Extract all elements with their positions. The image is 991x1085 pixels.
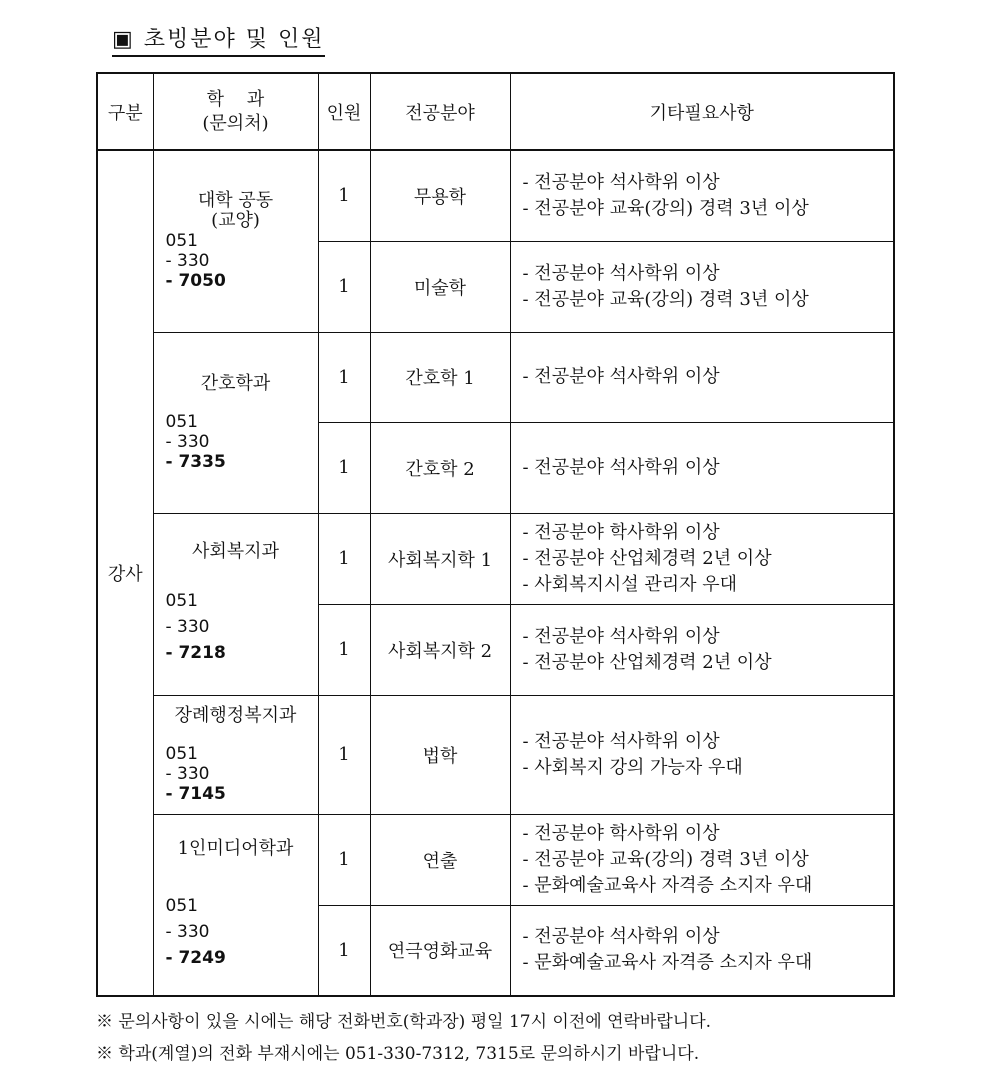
header-count: 인원 — [318, 73, 370, 150]
footnotes — [96, 1006, 711, 1070]
phone-part: - 330 — [165, 431, 210, 452]
count-cell: 1 — [318, 241, 370, 332]
header-category: 구분 — [97, 73, 153, 150]
requirements-cell — [510, 241, 894, 332]
count-cell: 1 — [318, 332, 370, 422]
footnote: ※ 학과(계열)의 전화 부재시에는 051-330-7312, 7315로 문의하시기 바랍니다. — [96, 1044, 700, 1064]
field-cell: 미술학 — [370, 241, 510, 332]
requirements-cell — [510, 814, 894, 905]
field-cell: 사회복지학 2 — [370, 604, 510, 695]
phone-part: - 330 — [165, 617, 210, 637]
phone-part: 051 — [165, 411, 198, 432]
department-subname: (교양) — [211, 210, 260, 232]
department-name: 1인미디어학과 — [177, 837, 294, 859]
phone-part: 051 — [165, 231, 198, 252]
department-phone — [154, 412, 318, 472]
table-row — [97, 814, 894, 905]
requirement-item: - 전공분야 석사학위 이상 — [522, 625, 720, 647]
department-name: 장례행정복지과 — [174, 704, 297, 726]
department-phone — [154, 588, 318, 666]
requirement-item: - 전공분야 석사학위 이상 — [522, 171, 720, 193]
table-header-row — [97, 73, 894, 150]
field-cell: 간호학 1 — [370, 332, 510, 422]
requirement-item: - 전공분야 교육(강의) 경력 3년 이상 — [522, 197, 809, 219]
requirement-item: - 전공분야 교육(강의) 경력 3년 이상 — [522, 848, 809, 870]
phone-part: - 330 — [165, 763, 210, 784]
requirements-cell — [510, 422, 894, 513]
requirements-cell — [510, 604, 894, 695]
header-department-line2: (문의처) — [202, 112, 269, 134]
requirement-item: - 전공분야 석사학위 이상 — [522, 926, 720, 948]
department-phone — [154, 231, 318, 291]
requirement-item: - 문화예술교육사 자격증 소지자 우대 — [522, 874, 813, 896]
phone-part: - 7335 — [165, 451, 226, 472]
header-requirements: 기타필요사항 — [510, 73, 894, 150]
phone-part: 051 — [165, 591, 198, 611]
field-cell: 사회복지학 1 — [370, 513, 510, 604]
requirement-item: - 전공분야 교육(강의) 경력 3년 이상 — [522, 288, 809, 310]
phone-part: 051 — [165, 895, 198, 916]
department-cell — [153, 150, 318, 332]
field-cell: 법학 — [370, 695, 510, 814]
category-cell: 강사 — [97, 150, 153, 996]
field-cell: 연극영화교육 — [370, 905, 510, 996]
requirement-item: - 문화예술교육사 자격증 소지자 우대 — [522, 952, 813, 974]
requirements-cell — [510, 513, 894, 604]
requirement-item: - 사회복지 강의 가능자 우대 — [522, 756, 743, 778]
table-row — [97, 150, 894, 241]
field-cell: 연출 — [370, 814, 510, 905]
phone-part: - 330 — [165, 921, 210, 942]
phone-part: - 7145 — [165, 783, 226, 804]
count-cell: 1 — [318, 604, 370, 695]
count-cell: 1 — [318, 513, 370, 604]
phone-part: - 7249 — [165, 947, 226, 968]
department-cell — [153, 332, 318, 513]
requirements-cell — [510, 905, 894, 996]
header-field: 전공분야 — [370, 73, 510, 150]
count-cell: 1 — [318, 695, 370, 814]
count-cell: 1 — [318, 905, 370, 996]
page-title: ▣ 초빙분야 및 인원 — [112, 26, 325, 57]
phone-part: - 7218 — [165, 643, 226, 663]
phone-part: - 7050 — [165, 271, 226, 292]
department-phone — [154, 744, 318, 804]
requirements-cell — [510, 150, 894, 241]
department-cell — [153, 513, 318, 695]
phone-part: 051 — [165, 743, 198, 764]
table-row — [97, 332, 894, 422]
department-name: 사회복지과 — [192, 541, 279, 562]
requirement-item: - 전공분야 학사학위 이상 — [522, 521, 720, 543]
field-cell: 무용학 — [370, 150, 510, 241]
requirement-item: - 전공분야 석사학위 이상 — [522, 456, 720, 478]
header-department-line1: 학 과 — [206, 88, 265, 110]
department-name: 간호학과 — [200, 372, 271, 394]
department-phone — [154, 893, 318, 971]
department-name: 대학 공동 — [197, 190, 274, 212]
field-cell: 간호학 2 — [370, 422, 510, 513]
department-cell — [153, 695, 318, 814]
requirement-item: - 전공분야 석사학위 이상 — [522, 262, 720, 284]
header-department — [153, 73, 318, 150]
footnote: ※ 문의사항이 있을 시에는 해당 전화번호(학과장) 평일 17시 이전에 연락바랍니다. — [96, 1012, 712, 1032]
table-row — [97, 513, 894, 604]
table-row — [97, 695, 894, 814]
count-cell: 1 — [318, 814, 370, 905]
department-cell — [153, 814, 318, 996]
requirements-cell — [510, 695, 894, 814]
phone-part: - 330 — [165, 251, 210, 272]
requirement-item: - 사회복지시설 관리자 우대 — [522, 573, 738, 595]
requirements-cell — [510, 332, 894, 422]
count-cell: 1 — [318, 150, 370, 241]
requirement-item: - 전공분야 학사학위 이상 — [522, 822, 720, 844]
requirement-item: - 전공분야 산업체경력 2년 이상 — [522, 547, 772, 569]
recruitment-table — [96, 72, 895, 997]
requirement-item: - 전공분야 석사학위 이상 — [522, 366, 720, 387]
requirement-item: - 전공분야 석사학위 이상 — [522, 730, 720, 752]
count-cell: 1 — [318, 422, 370, 513]
requirement-item: - 전공분야 산업체경력 2년 이상 — [522, 651, 772, 673]
